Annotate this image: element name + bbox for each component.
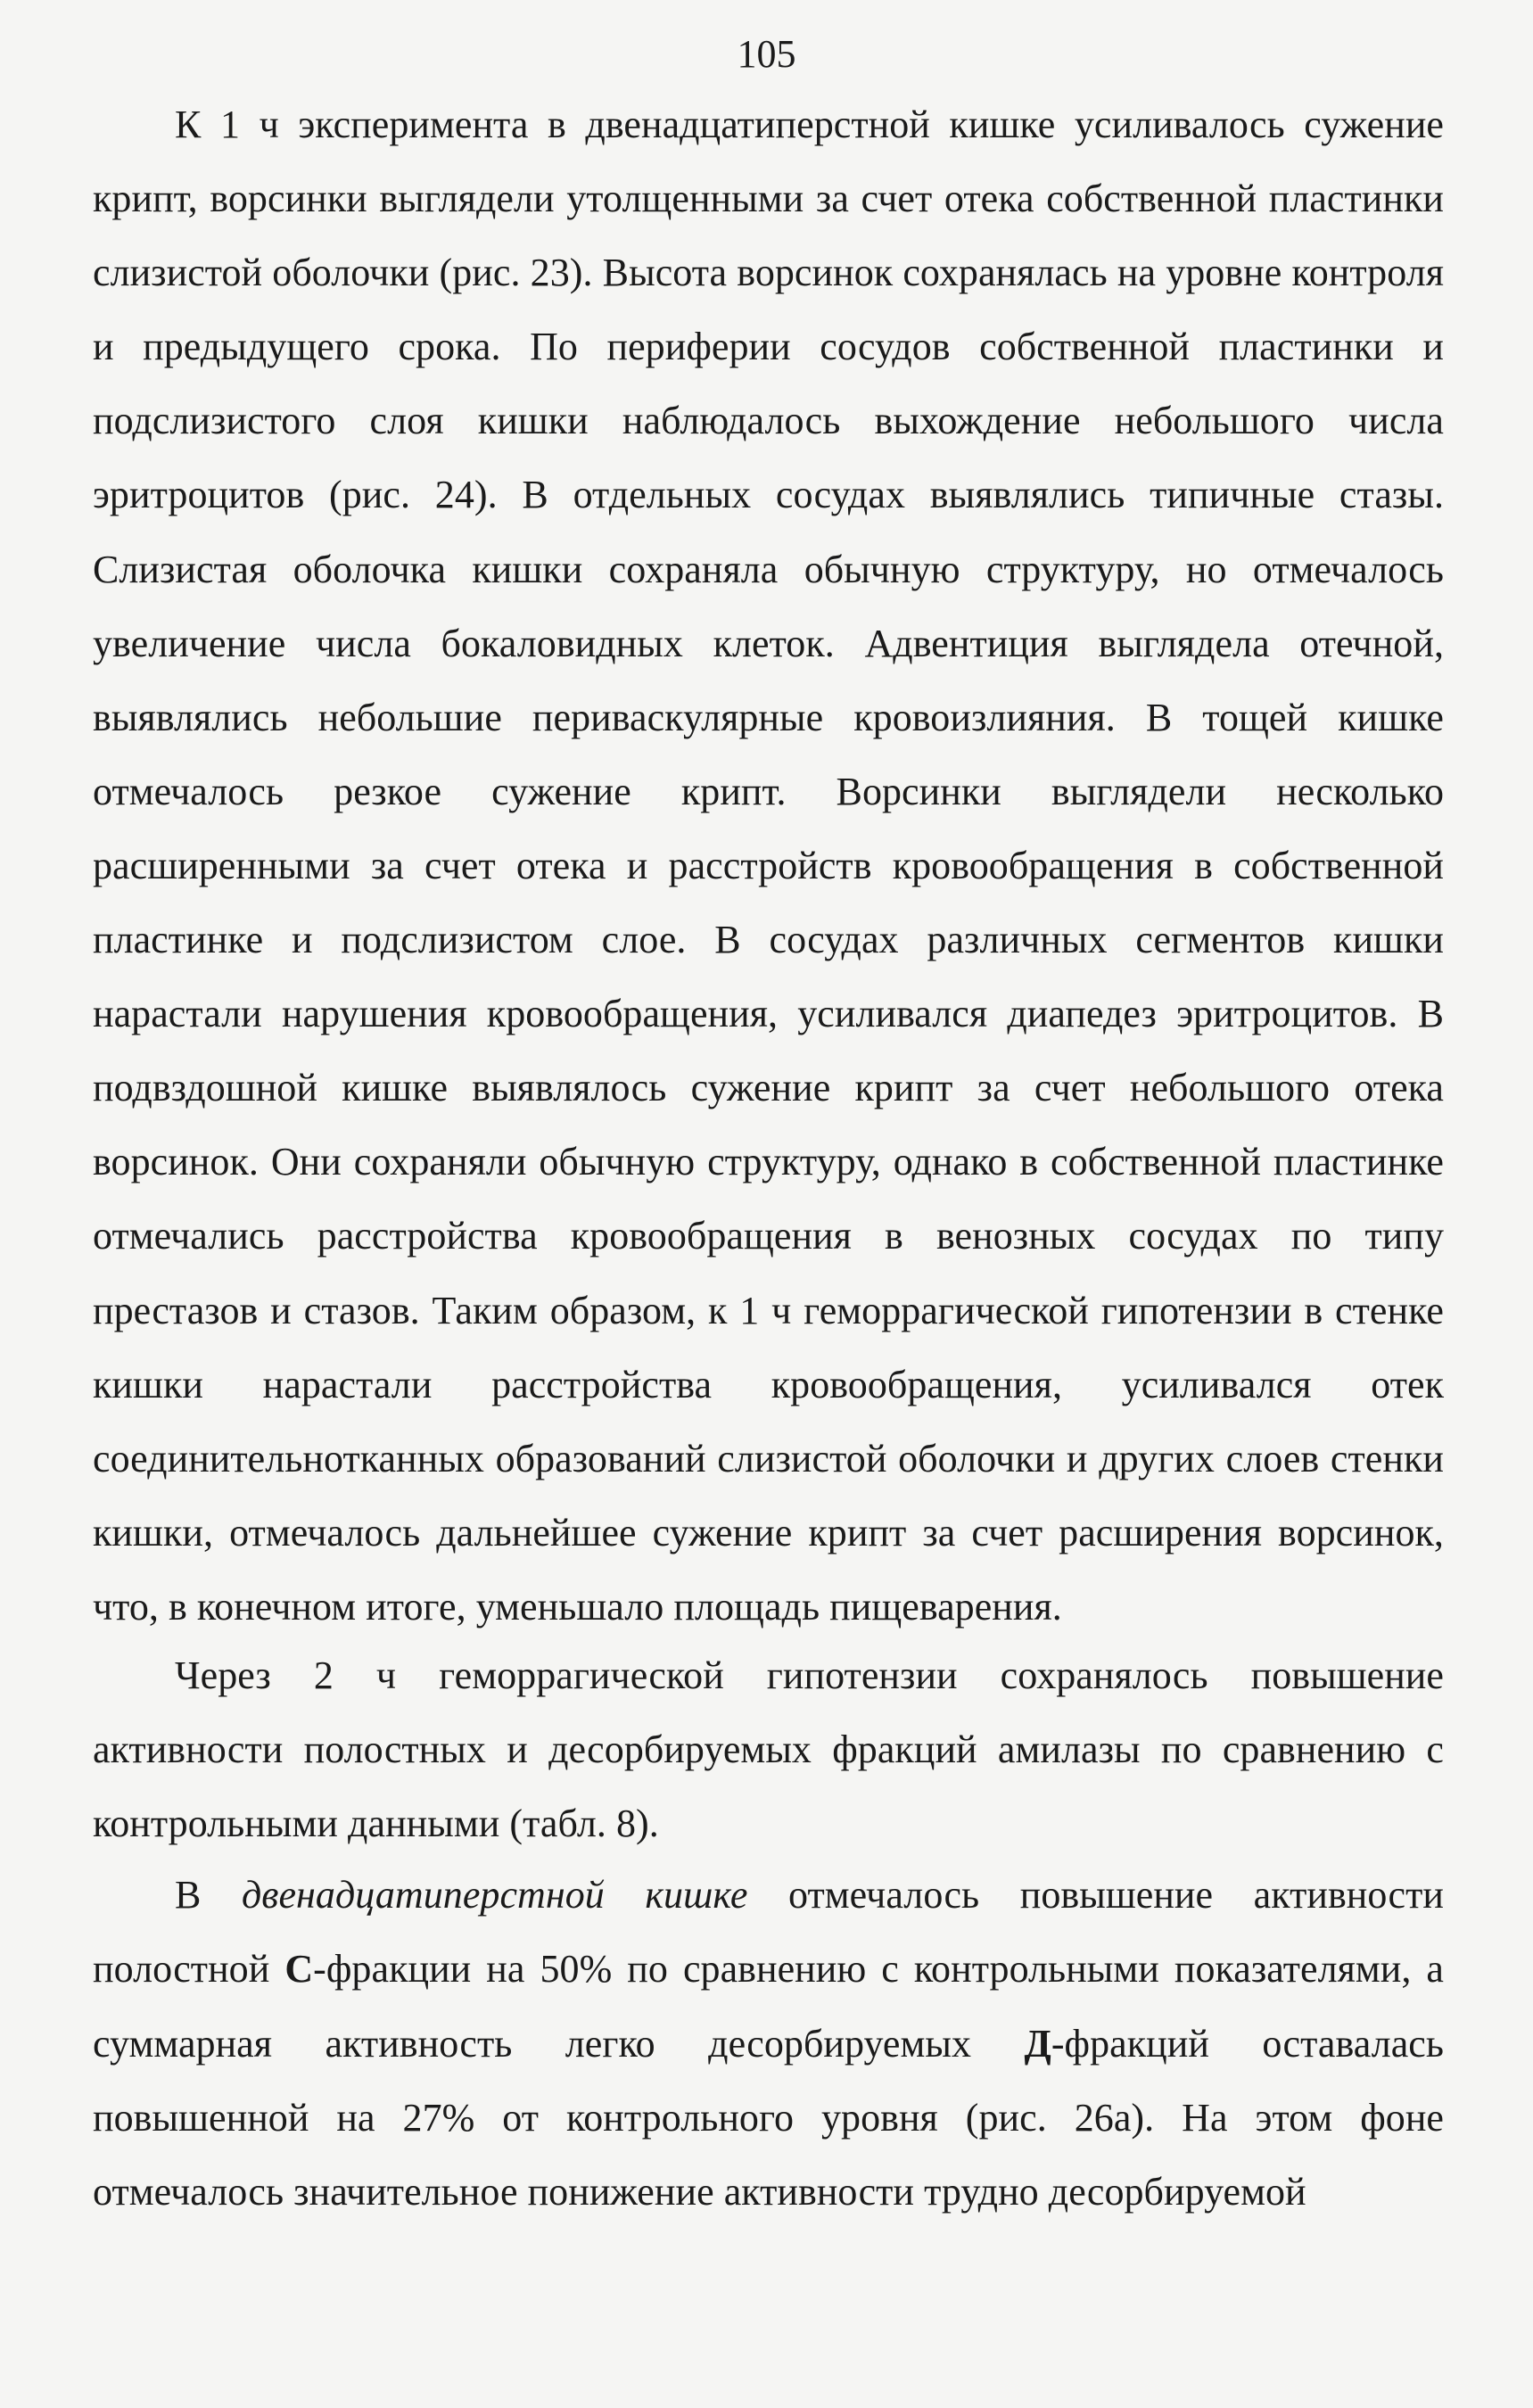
paragraph-2-block	[93, 1638, 1444, 1860]
paragraph-3-italic-term: двенадцатиперстной кишке	[241, 1873, 748, 1917]
paragraph-1-block	[93, 87, 1444, 1644]
paragraph-3-lead: В	[175, 1873, 242, 1917]
page-number: 105	[737, 32, 796, 76]
paragraph-3-text-tail: -фракций оставалась повышенной на 27% от контрольного уровня (рис. 26а). На этом фоне отмечалось значительное понижение активности трудно десорбируемой	[93, 2021, 1444, 2214]
paragraph-3-text-part-2: -фракции на 50% по сравнению с контрольными показателями, а суммарная активность легко десорбируемых	[93, 1947, 1445, 2066]
paragraph-3	[93, 1858, 1444, 2229]
paragraph-3-block	[93, 1858, 1444, 2229]
paragraph-2: Через 2 ч геморрагической гипотензии сохранялось повышение активности полостных и десорбируемых фракций амилазы по сравнению с контрольными данными (табл. 8).	[93, 1653, 1444, 1845]
paragraph-3-text-part-1: отмечалось повышение активности полостной	[93, 1873, 1444, 1992]
paragraph-1: К 1 ч эксперимента в двенадцатиперстной кишке усиливалось сужение крипт, ворсинки выглядели утолщенными за счет отека собственной пластинки слизистой оболочки (рис. 23). Высота ворсинок сохранялась на уровне контроля и предыдущего срока. По периферии сосудов собственной пластинки и подслизистого слоя кишки наблюдалось выхождение небольшого числа эритроцитов (рис. 24). В отдельных сосудах выявлялись типичные стазы. Слизистая оболочка кишки сохраняла обычную структуру, но отмечалось увеличение числа бокаловидных клеток. Адвентиция выглядела отечной, выявлялись небольшие периваскулярные кровоизлияния. В тощей кишке отмечалось резкое сужение крипт. Ворсинки выглядели несколько расширенными за счет отека и расстройств кровообращения в собственной пластинке и подслизистом слое. В сосудах различных сегментов кишки нарастали нарушения кровообращения, усиливался диапедез эритроцитов. В подвздошной кишке выявлялось сужение крипт за счет небольшого отека ворсинок. Они сохраняли обычную структуру, однако в собственной пластинке отмечались расстройства кровообращения в венозных сосудах по типу престазов и стазов. Таким образом, к 1 ч геморрагической гипотензии в стенке кишки нарастали расстройства кровообращения, усиливался отек соединительнотканных образований слизистой оболочки и других слоев стенки кишки, отмечалось дальнейшее сужение крипт за счет расширения ворсинок, что, в конечном итоге, уменьшало площадь пищеварения.	[93, 103, 1444, 1629]
paragraph-3-bold-c: С	[284, 1947, 314, 1992]
paragraph-3-bold-d: Д	[1024, 2021, 1051, 2066]
